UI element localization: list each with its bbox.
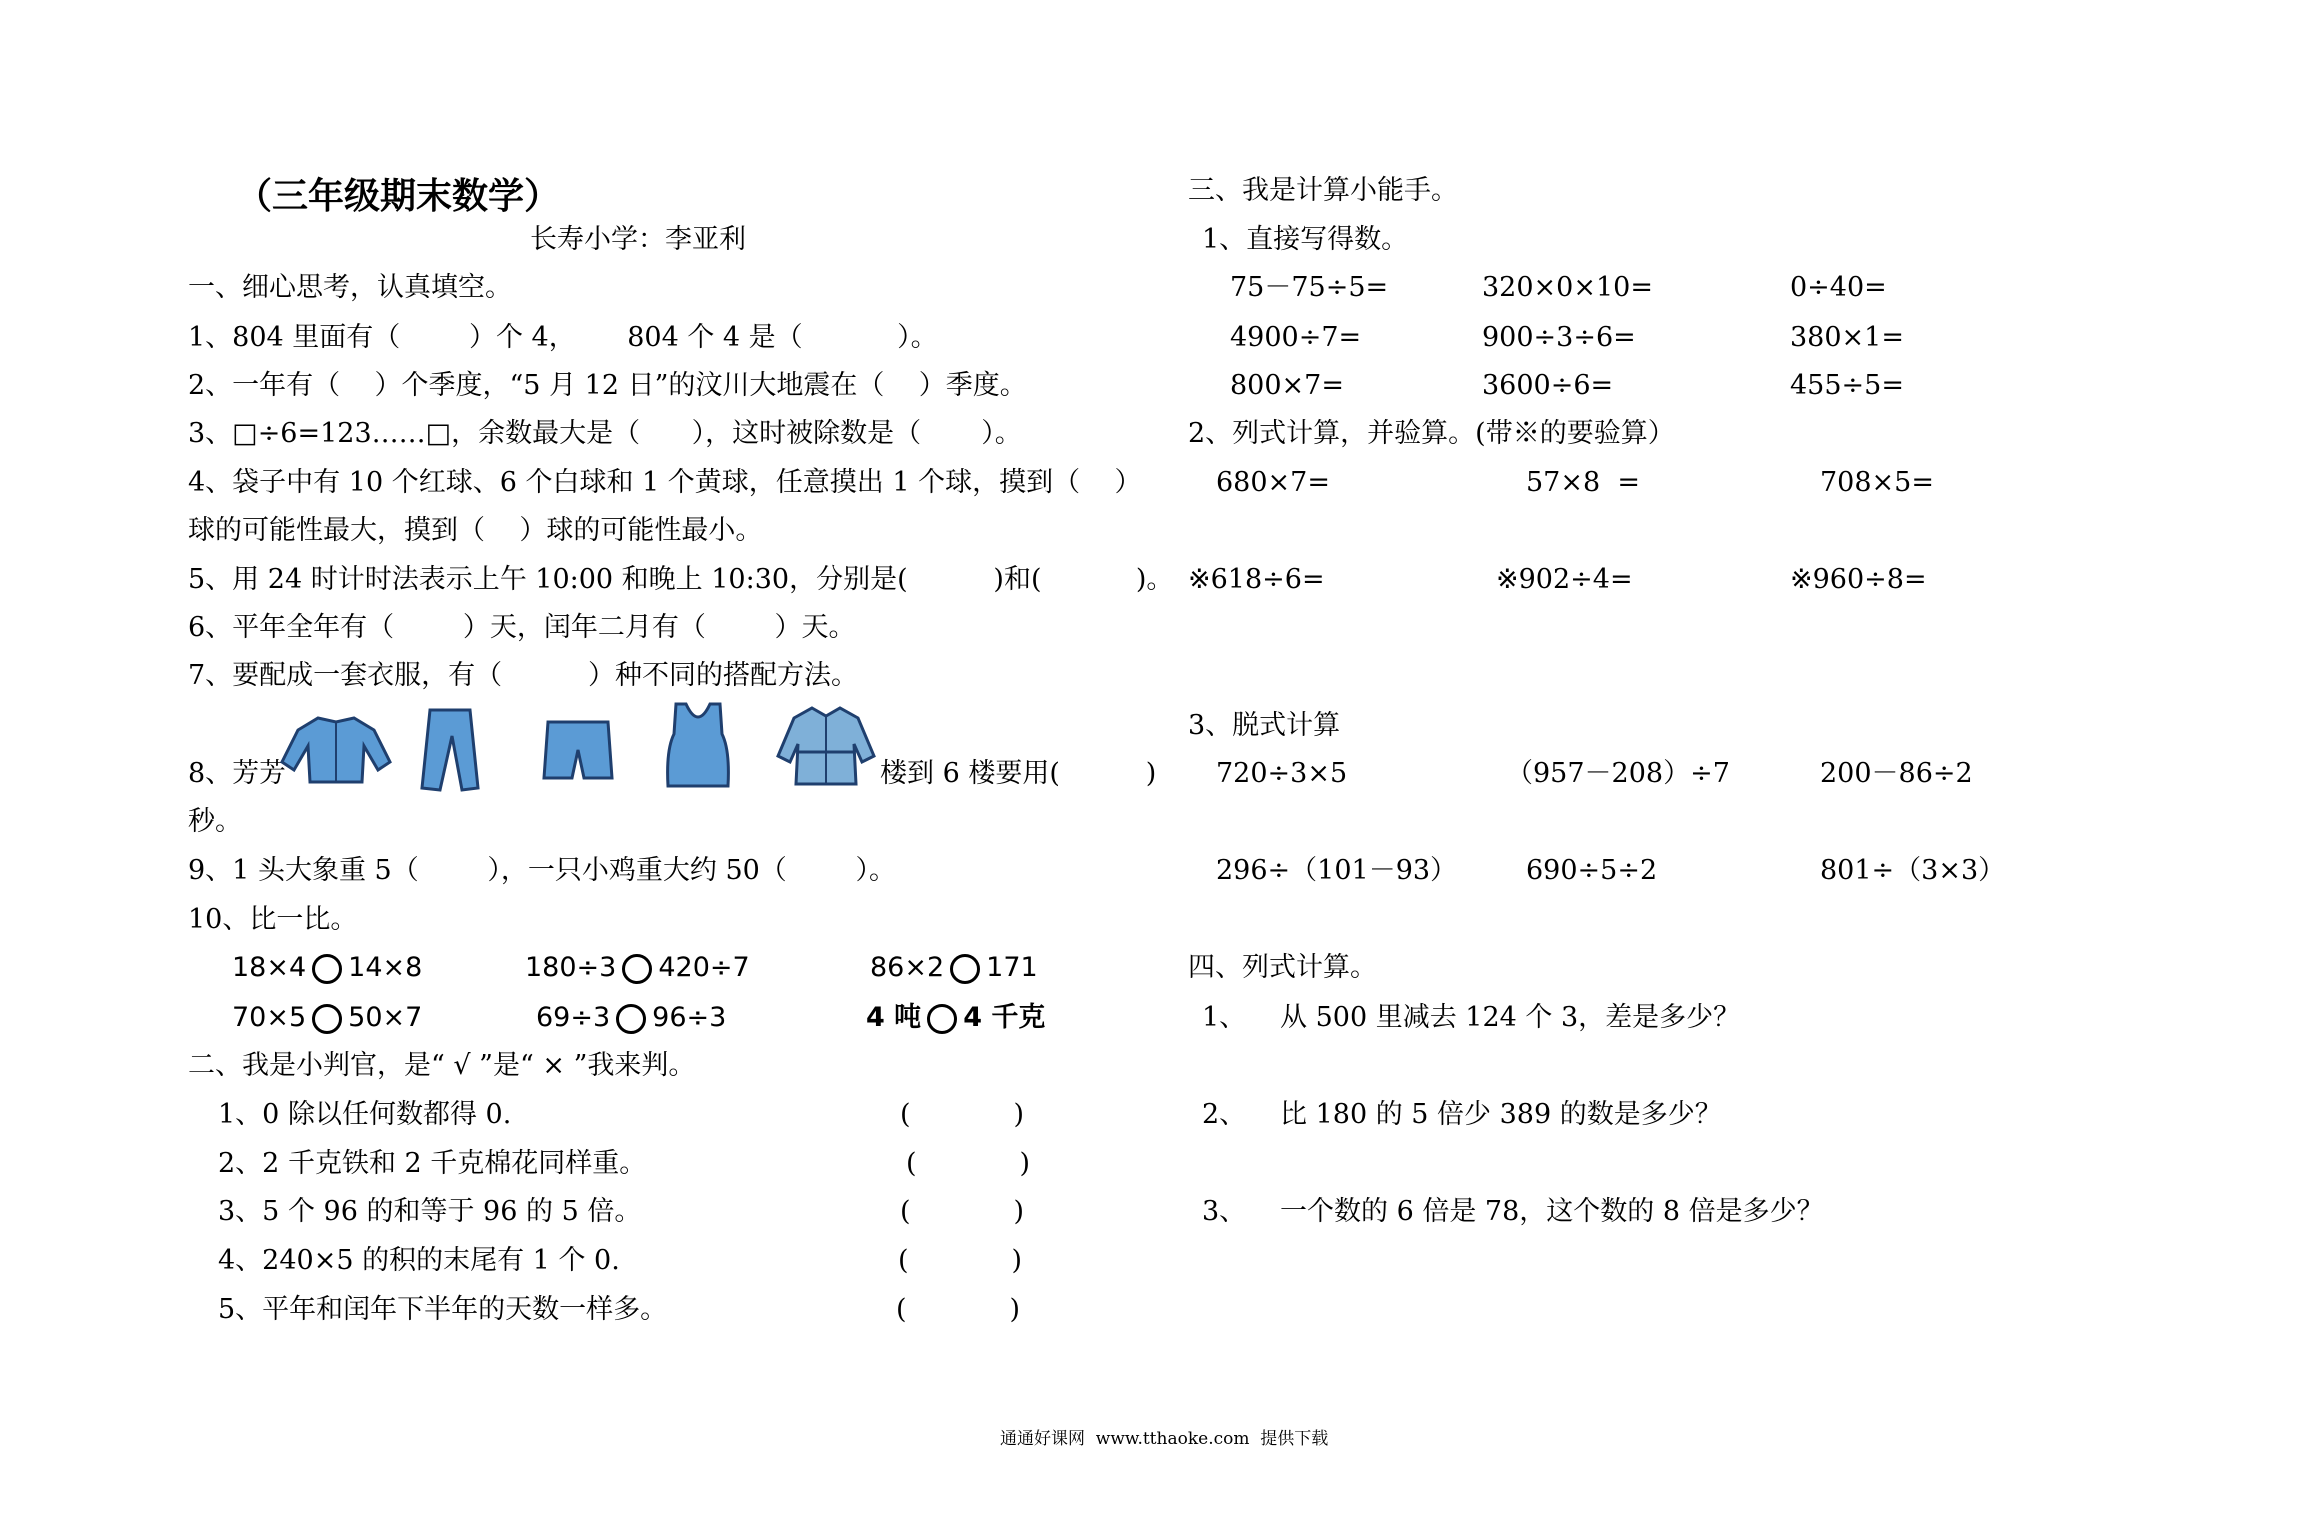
vertical-item: 708×5= <box>1820 467 1934 498</box>
compare-left: 70×5 <box>232 1002 307 1033</box>
vertical-item: 57×8 = <box>1526 467 1640 498</box>
stepwise-item: （957－208）÷7 <box>1506 758 1730 789</box>
page-title: （三年级期末数学） <box>236 176 561 217</box>
compare-circle[interactable] <box>927 1004 957 1034</box>
judge-item: 5、平年和闰年下半年的天数一样多。 <box>218 1294 668 1325</box>
question-7: 7、要配成一套衣服，有（ ）种不同的搭配方法。 <box>188 660 859 691</box>
compare-right: 96÷3 <box>652 1002 727 1033</box>
word-problem-number: 3、 <box>1202 1196 1247 1227</box>
vertical-item: ※902÷4= <box>1496 564 1633 595</box>
compare-right: 4 千克 <box>963 1002 1046 1033</box>
direct-item: 800×7= <box>1230 370 1344 401</box>
word-problem-text: 一个数的 6 倍是 78，这个数的 8 倍是多少？ <box>1280 1196 1824 1227</box>
compare-circle[interactable] <box>616 1004 646 1034</box>
section1-heading: 一、细心思考，认真填空。 <box>188 272 512 303</box>
question-8-tail: 秒。 <box>188 806 242 837</box>
question-8-end: 楼到 6 楼要用( ) <box>880 758 1157 789</box>
stepwise-item: 801÷（3×3） <box>1820 855 2006 886</box>
question-3: 3、□÷6=123……□，余数最大是（ ），这时被除数是（ ）。 <box>188 418 1022 449</box>
compare-left: 4 吨 <box>866 1002 922 1033</box>
coat-icon <box>776 704 876 788</box>
direct-item: 455÷5= <box>1790 370 1904 401</box>
question-8-start: 8、芳芳 <box>188 758 287 789</box>
question-2: 2、一年有（ ）个季度，“5 月 12 日”的汶川大地震在（ ）季度。 <box>188 370 1027 401</box>
judge-item: 2、2 千克铁和 2 千克棉花同样重。 <box>218 1148 647 1179</box>
compare-right: 420÷7 <box>658 952 750 983</box>
question-5: 5、用 24 时计时法表示上午 10:00 和晚上 10:30，分别是( )和( )。 <box>188 564 1174 595</box>
judge-bracket[interactable]: ( ) <box>898 1245 1023 1276</box>
question-10: 10、比一比。 <box>188 904 358 935</box>
stepwise-item: 690÷5÷2 <box>1526 855 1658 886</box>
question-1: 1、804 里面有（ ）个 4， 804 个 4 是（ ）。 <box>188 322 938 353</box>
compare-circle[interactable] <box>622 954 652 984</box>
question-4-line2: 球的可能性最大，摸到（ ）球的可能性最小。 <box>188 515 763 546</box>
direct-item: 320×0×10= <box>1482 272 1653 303</box>
jacket-icon <box>278 712 394 788</box>
judge-bracket[interactable]: ( ) <box>900 1196 1025 1227</box>
direct-item: 75－75÷5= <box>1230 272 1389 303</box>
direct-item: 3600÷6= <box>1482 370 1614 401</box>
judge-bracket[interactable]: ( ) <box>900 1099 1025 1130</box>
word-problem-number: 1、 <box>1202 1002 1247 1033</box>
word-problem-text: 从 500 里减去 124 个 3，差是多少？ <box>1280 1002 1741 1033</box>
stepwise-item: 720÷3×5 <box>1216 758 1348 789</box>
footer-text: 通通好课网 www.tthaoke.com 提供下载 <box>1000 1429 1329 1449</box>
judge-bracket[interactable]: ( ) <box>906 1148 1031 1179</box>
word-problem-text: 比 180 的 5 倍少 389 的数是多少？ <box>1280 1099 1722 1130</box>
compare-left: 180÷3 <box>525 952 617 983</box>
word-problem-number: 2、 <box>1202 1099 1247 1130</box>
direct-item: 380×1= <box>1790 322 1904 353</box>
author-line: 长寿小学：李亚利 <box>530 224 746 255</box>
compare-item <box>870 950 1038 986</box>
compare-left: 18×4 <box>232 952 307 983</box>
trousers-icon <box>412 706 488 792</box>
compare-left: 86×2 <box>870 952 945 983</box>
compare-item <box>525 950 750 986</box>
section3-sub1: 1、直接写得数。 <box>1202 224 1409 255</box>
section2-heading: 二、我是小判官，是“ √ ”是“ × ”我来判。 <box>188 1050 696 1081</box>
question-4-line1: 4、袋子中有 10 个红球、6 个白球和 1 个黄球，任意摸出 1 个球，摸到（ ） <box>188 467 1142 498</box>
compare-right: 171 <box>986 952 1038 983</box>
direct-item: 4900÷7= <box>1230 322 1362 353</box>
compare-circle[interactable] <box>950 954 980 984</box>
compare-circle[interactable] <box>312 954 342 984</box>
stepwise-item: 200－86÷2 <box>1820 758 1973 789</box>
section3-sub2: 2、列式计算，并验算。(带※的要验算） <box>1188 418 1675 449</box>
vertical-item: ※960÷8= <box>1790 564 1927 595</box>
compare-item <box>232 950 422 986</box>
direct-item: 900÷3÷6= <box>1482 322 1636 353</box>
compare-item <box>536 1000 726 1036</box>
judge-item: 1、0 除以任何数都得 0. <box>218 1099 512 1130</box>
judge-bracket[interactable]: ( ) <box>896 1294 1021 1325</box>
judge-item: 4、240×5 的积的末尾有 1 个 0. <box>218 1245 620 1276</box>
compare-circle[interactable] <box>312 1004 342 1034</box>
section3-sub3: 3、脱式计算 <box>1188 710 1341 741</box>
vertical-item: ※618÷6= <box>1188 564 1325 595</box>
vest-icon <box>664 700 732 790</box>
question-6: 6、平年全年有（ ）天，闰年二月有（ ）天。 <box>188 612 856 643</box>
stepwise-item: 296÷（101－93） <box>1216 855 1458 886</box>
vertical-item: 680×7= <box>1216 467 1330 498</box>
compare-item <box>232 1000 422 1036</box>
section3-heading: 三、我是计算小能手。 <box>1188 175 1458 206</box>
compare-item <box>866 1000 1045 1036</box>
shorts-icon <box>540 716 616 784</box>
section4-heading: 四、列式计算。 <box>1188 952 1377 983</box>
question-9: 9、1 头大象重 5（ ），一只小鸡重大约 50（ ）。 <box>188 855 896 886</box>
compare-right: 50×7 <box>348 1002 423 1033</box>
judge-item: 3、5 个 96 的和等于 96 的 5 倍。 <box>218 1196 642 1227</box>
direct-item: 0÷40= <box>1790 272 1887 303</box>
compare-left: 69÷3 <box>536 1002 611 1033</box>
compare-right: 14×8 <box>348 952 423 983</box>
